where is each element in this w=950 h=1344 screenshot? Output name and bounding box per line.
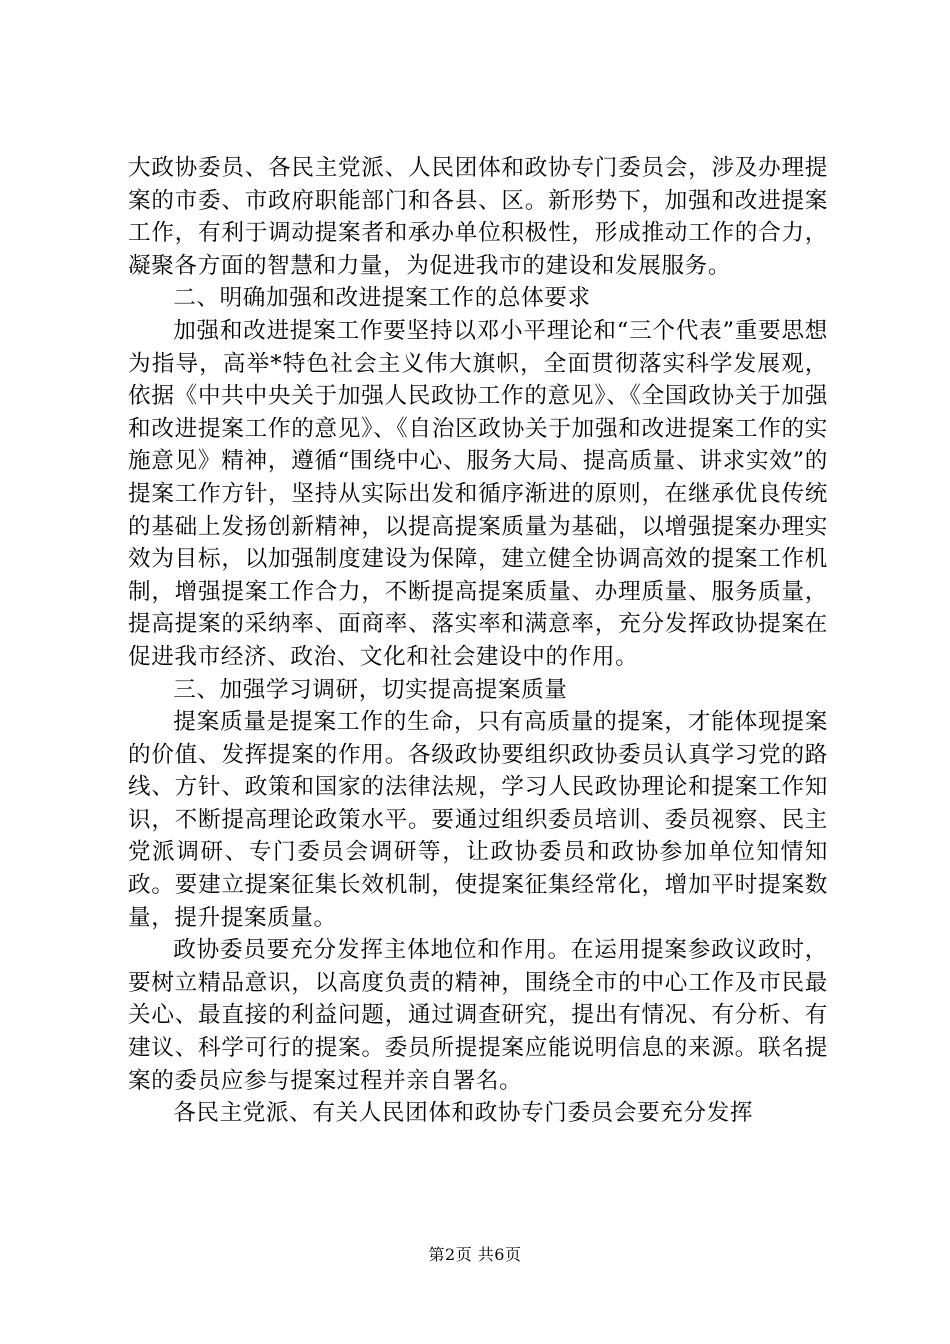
page-number-footer: 第2页 共6页 bbox=[428, 1245, 522, 1264]
document-body bbox=[128, 152, 828, 1130]
paragraph-overall-requirements: 加强和改进提案工作要坚持以邓小平理论和“三个代表”重要思想为指导，高举*特色社会主义伟大旗帜，全面贯彻落实科学发展观，依据《中共中央关于加强人民政协工作的意见》、《全国政协关于加强和改进提案工作的意见》、《自治区政协关于加强和改进提案工作的实施意见》精神，遵循“围绕中心、服务大局、提高质量、讲求实效”的提案工作方针，坚持从实际出发和循序渐进的原则，在继承优良传统的基础上发扬创新精神，以提高提案质量为基础，以增强提案办理实效为目标，以加强制度建设为保障，建立健全协调高效的提案工作机制，增强提案工作合力，不断提高提案质量、办理质量、服务质量，提高提案的采纳率、面商率、落实率和满意率，充分发挥政协提案在促进我市经济、政治、文化和社会建设中的作用。 bbox=[128, 317, 828, 670]
section-heading-3: 三、加强学习调研，切实提高提案质量 bbox=[173, 676, 568, 703]
paragraph-continued: 大政协委员、各民主党派、人民团体和政协专门委员会，涉及办理提案的市委、市政府职能部门和各县、区。新形势下，加强和改进提案工作，有利于调动提案者和承办单位积极性，形成推动工作的合力，凝聚各方面的智慧和力量，为促进我市的建设和发展服务。 bbox=[128, 155, 828, 279]
paragraph-proposal-quality: 提案质量是提案工作的生命，只有高质量的提案，才能体现提案的价值、发挥提案的作用。各级政协要组织政协委员认真学习党的路线、方针、政策和国家的法律法规，学习人民政协理论和提案工作知识，不断提高理论政策水平。要通过组织委员培训、委员视察、民主党派调研、专门委员会调研等，让政协委员和政协参加单位知情知政。要建立提案征集长效机制，使提案征集经常化，增加平时提案数量，提升提案质量。 bbox=[128, 709, 828, 931]
paragraph-democratic-parties: 各民主党派、有关人民团体和政协专门委员会要充分发挥 bbox=[173, 1100, 754, 1127]
section-heading-2: 二、明确加强和改进提案工作的总体要求 bbox=[173, 285, 591, 312]
paragraph-committee-members: 政协委员要充分发挥主体地位和作用。在运用提案参政议政时，要树立精品意识，以高度负责的精神，围绕全市的中心工作及市民最关心、最直接的利益问题，通过调查研究，提出有情况、有分析、有建议、科学可行的提案。委员所提提案应能说明信息的来源。联名提案的委员应参与提案过程并亲自署名。 bbox=[128, 937, 828, 1094]
